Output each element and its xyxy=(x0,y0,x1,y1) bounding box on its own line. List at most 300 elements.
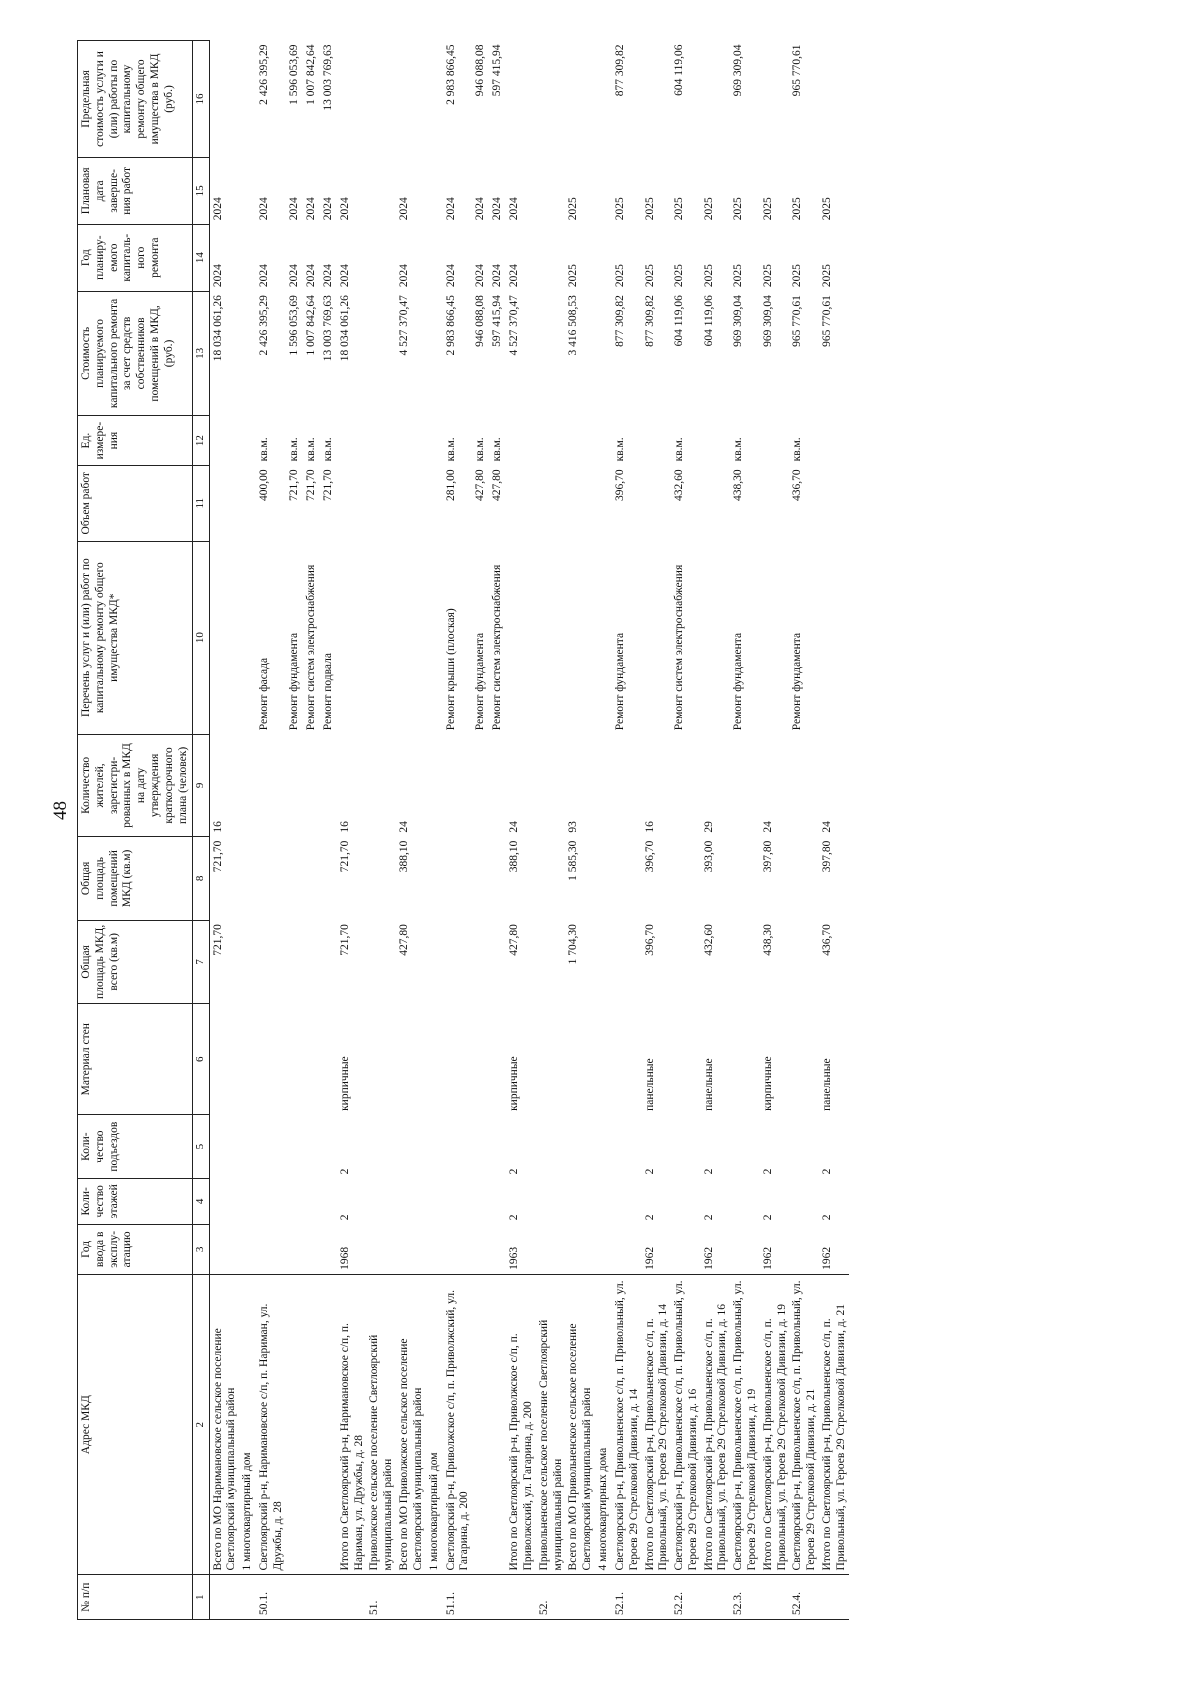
table-cell xyxy=(443,837,473,920)
table-cell xyxy=(489,1004,506,1115)
table-row xyxy=(595,41,612,1620)
table-cell: Ремонт систем электроснабжения xyxy=(673,564,686,731)
table-cell: 2 426 395,29 xyxy=(258,44,271,105)
table-cell xyxy=(256,837,286,920)
table-cell: 2024 xyxy=(258,197,271,221)
table-cell xyxy=(396,1115,426,1178)
table-cell: 877 309,82 xyxy=(643,295,656,347)
column-header: Коли-чество этажей xyxy=(78,1178,193,1224)
table-cell: 1962 xyxy=(702,1246,715,1270)
table-cell xyxy=(209,416,239,466)
table-cell xyxy=(536,734,566,836)
table-cell: 2025 xyxy=(791,264,804,288)
table-cell: 93 xyxy=(567,821,580,833)
table-cell xyxy=(239,1224,256,1274)
table-cell xyxy=(239,291,256,416)
table-cell xyxy=(303,1224,320,1274)
table-cell: 2024 xyxy=(474,264,487,288)
table-cell xyxy=(595,416,612,466)
table-cell: 2 xyxy=(338,1214,351,1221)
table-cell xyxy=(366,920,396,1003)
table-cell xyxy=(595,920,612,1003)
table-cell: 388,10 xyxy=(397,840,410,873)
table-cell: 2024 xyxy=(321,264,334,288)
table-cell xyxy=(366,41,396,158)
table-row xyxy=(819,41,849,1620)
table-cell xyxy=(209,1004,239,1115)
table-cell xyxy=(303,734,320,836)
column-number: 16 xyxy=(193,41,209,158)
table-cell xyxy=(426,1178,443,1224)
table-cell: кв.м. xyxy=(474,437,487,462)
table-cell: 2024 xyxy=(287,197,300,221)
table-cell xyxy=(239,734,256,836)
table-cell xyxy=(612,1224,642,1274)
column-header: Год ввода в эксплу-атацию xyxy=(78,1224,193,1274)
table-cell: кирпичные xyxy=(338,1056,351,1111)
table-cell xyxy=(320,837,337,920)
table-cell xyxy=(256,734,286,836)
table-cell xyxy=(789,1224,819,1274)
header-row xyxy=(78,41,193,1620)
table-cell: 965 770,61 xyxy=(821,295,834,347)
table-cell: 2024 xyxy=(491,264,504,288)
table-cell xyxy=(209,1224,239,1274)
table-cell: 388,10 xyxy=(508,840,521,873)
table-cell: кирпичные xyxy=(508,1056,521,1111)
table-cell xyxy=(286,1004,303,1115)
table-cell: 432,60 xyxy=(702,924,715,956)
table-cell xyxy=(760,416,790,466)
table-cell xyxy=(595,41,612,158)
table-cell xyxy=(239,920,256,1003)
table-cell xyxy=(489,1115,506,1178)
table-row xyxy=(320,41,337,1620)
table-cell: 2025 xyxy=(567,197,580,221)
table-cell xyxy=(612,920,642,1003)
table-cell xyxy=(286,734,303,836)
table-cell: 16 xyxy=(643,821,656,833)
table-cell: кв.м. xyxy=(287,437,300,462)
table-cell: 604 119,06 xyxy=(702,295,715,347)
table-cell: 436,70 xyxy=(821,924,834,956)
table-cell xyxy=(209,541,239,734)
table-cell: Светлоярский р-н, Привольненское с/п, п. Привольный, ул. Героев 29 Стрелковой Дивизии, д. 14 xyxy=(612,1274,642,1575)
table-cell xyxy=(366,541,396,734)
table-cell: кирпичные xyxy=(761,1056,774,1111)
table-cell xyxy=(472,734,489,836)
table-cell xyxy=(366,1115,396,1178)
column-number: 15 xyxy=(193,157,209,224)
table-cell: Ремонт фундамента xyxy=(791,632,804,731)
table-cell xyxy=(426,920,443,1003)
table-row xyxy=(642,41,672,1620)
table-cell: 721,70 xyxy=(287,469,300,502)
table-cell xyxy=(443,734,473,836)
table-cell: 597 415,94 xyxy=(491,44,504,97)
table-cell: 2025 xyxy=(673,197,686,221)
table-cell: 2024 xyxy=(508,264,521,288)
table-cell: 16 xyxy=(211,821,224,833)
table-cell: 2025 xyxy=(643,197,656,221)
rotated-page xyxy=(77,40,1117,1620)
table-cell xyxy=(506,1575,536,1620)
table-cell xyxy=(730,1004,760,1115)
table-row xyxy=(472,41,489,1620)
table-cell: 2024 xyxy=(287,264,300,288)
table-row xyxy=(286,41,303,1620)
table-cell xyxy=(612,1004,642,1115)
table-row xyxy=(337,41,367,1620)
table-cell: 13 003 769,63 xyxy=(321,44,334,111)
table-cell xyxy=(396,1178,426,1224)
table-cell xyxy=(642,541,672,734)
table-cell xyxy=(239,1115,256,1178)
table-cell xyxy=(426,41,443,158)
table-cell: 1 704,30 xyxy=(567,924,580,965)
table-cell xyxy=(789,1178,819,1224)
table-cell: 2024 xyxy=(397,197,410,221)
table-cell: 2024 xyxy=(211,197,224,221)
column-number: 14 xyxy=(193,224,209,291)
table-cell xyxy=(671,1224,701,1274)
table-cell xyxy=(489,1575,506,1620)
table-cell: Итого по Светлоярский р-н, Привольненское с/п, п. Привольный, ул. Героев 29 Стрелковой Дивизии, д. 19 xyxy=(760,1274,790,1575)
table-cell: 969 309,04 xyxy=(761,295,774,347)
column-header: Ед. измере-ния xyxy=(78,416,193,466)
table-row xyxy=(789,41,819,1620)
table-cell xyxy=(730,1178,760,1224)
table-cell: Светлоярский р-н, Привольненское с/п, п. Привольный, ул. Героев 29 Стрелковой Дивизии, д. 16 xyxy=(671,1274,701,1575)
table-cell: Ремонт систем электроснабжения xyxy=(491,564,504,731)
table-cell xyxy=(303,1004,320,1115)
table-cell xyxy=(366,1004,396,1115)
table-cell: кв.м. xyxy=(791,437,804,462)
table-cell xyxy=(320,1575,337,1620)
table-cell xyxy=(472,1575,489,1620)
table-cell xyxy=(366,291,396,416)
table-cell: Всего по МО Привольненское сельское поселение Светлоярский муниципальный район xyxy=(565,1274,595,1575)
table-cell xyxy=(320,920,337,1003)
table-cell: кв.м. xyxy=(732,437,745,462)
table-cell xyxy=(565,1224,595,1274)
table-row xyxy=(489,41,506,1620)
table-cell xyxy=(337,541,367,734)
table-cell: 51.1. xyxy=(443,1575,473,1620)
table-cell xyxy=(366,837,396,920)
table-cell: 1 многоквартирный дом xyxy=(426,1274,443,1575)
table-row xyxy=(256,41,286,1620)
table-cell: Ремонт систем электроснабжения xyxy=(304,564,317,731)
column-number: 6 xyxy=(193,1004,209,1115)
table-cell xyxy=(506,416,536,466)
table-cell: 2025 xyxy=(613,197,626,221)
table-cell: 2024 xyxy=(258,264,271,288)
table-cell: 2025 xyxy=(673,264,686,288)
table-cell xyxy=(286,1115,303,1178)
table-cell xyxy=(671,1178,701,1224)
table-cell: кв.м. xyxy=(321,437,334,462)
table-cell: 281,00 xyxy=(444,469,457,502)
table-cell: 2 xyxy=(821,1168,834,1175)
table-cell xyxy=(303,1575,320,1620)
table-cell xyxy=(286,1274,303,1575)
table-cell: 2 xyxy=(643,1168,656,1175)
table-cell xyxy=(489,1224,506,1274)
column-number: 4 xyxy=(193,1178,209,1224)
table-cell xyxy=(396,416,426,466)
table-cell: 1 596 053,69 xyxy=(287,295,300,356)
table-cell: 2025 xyxy=(613,264,626,288)
table-cell xyxy=(789,1004,819,1115)
table-cell: Светлоярский р-н, Наримановское с/п, п. Нариман, ул. Дружбы, д. 28 xyxy=(256,1274,286,1575)
table-cell: Ремонт фундамента xyxy=(474,632,487,731)
table-cell xyxy=(789,734,819,836)
table-cell xyxy=(595,734,612,836)
table-cell xyxy=(565,541,595,734)
table-cell: Итого по Светлоярский р-н, Привольненское с/п, п. Привольный, ул. Героев 29 Стрелковой Дивизии, д. 14 xyxy=(642,1274,672,1575)
table-row xyxy=(565,41,595,1620)
table-row xyxy=(303,41,320,1620)
table-cell xyxy=(239,837,256,920)
table-cell xyxy=(426,1224,443,1274)
table-cell: 2024 xyxy=(474,197,487,221)
table-cell xyxy=(366,734,396,836)
table-cell xyxy=(472,1004,489,1115)
table-cell xyxy=(239,41,256,158)
table-cell xyxy=(239,416,256,466)
table-cell xyxy=(489,920,506,1003)
table-cell xyxy=(396,1224,426,1274)
table-cell xyxy=(443,1115,473,1178)
table-cell: кв.м. xyxy=(613,437,626,462)
table-cell: 2024 xyxy=(444,197,457,221)
table-cell xyxy=(426,291,443,416)
table-cell xyxy=(819,465,849,541)
table-cell: 721,70 xyxy=(211,840,224,873)
column-header: Стоимость планируемого капитального ремонта за счет средств собственников помещений в МКД, (руб.) xyxy=(78,291,193,416)
table-cell xyxy=(337,465,367,541)
table-cell: 1 007 842,64 xyxy=(304,44,317,105)
table-cell: 2024 xyxy=(304,197,317,221)
table-cell xyxy=(595,157,612,224)
table-cell xyxy=(320,1004,337,1115)
table-cell: 604 119,06 xyxy=(673,295,686,347)
table-cell xyxy=(489,837,506,920)
column-header: № п/п xyxy=(78,1575,193,1620)
table-cell xyxy=(337,416,367,466)
table-cell: 4 527 370,47 xyxy=(508,295,521,356)
table-cell: 2025 xyxy=(732,264,745,288)
table-cell xyxy=(256,1115,286,1178)
table-cell: 51. xyxy=(366,1575,396,1620)
table-cell xyxy=(472,920,489,1003)
table-cell: 427,80 xyxy=(508,924,521,956)
table-cell: кв.м. xyxy=(444,437,457,462)
column-header: Материал стен xyxy=(78,1004,193,1115)
table-cell: 427,80 xyxy=(397,924,410,956)
table-cell: 52.4. xyxy=(789,1575,819,1620)
table-cell xyxy=(536,41,566,158)
table-cell xyxy=(789,837,819,920)
table-cell xyxy=(760,541,790,734)
column-header: Общая площадь помещений МКД (кв.м) xyxy=(78,837,193,920)
table-cell xyxy=(239,1575,256,1620)
table-cell xyxy=(320,1115,337,1178)
table-cell xyxy=(819,416,849,466)
table-cell: 2025 xyxy=(821,197,834,221)
table-cell xyxy=(366,224,396,291)
column-header: Предельная стоимость услуги и (или) работы по капитальному ремонту общего имущества в МКД (руб.) xyxy=(78,41,193,158)
table-cell xyxy=(701,1575,731,1620)
table-cell: 1968 xyxy=(338,1246,351,1270)
table-cell: Итого по Светлоярский р-н, Наримановское с/п, п. Нариман, ул. Дружбы, д. 28 xyxy=(337,1274,367,1575)
table-cell: 877 309,82 xyxy=(613,44,626,97)
table-cell xyxy=(396,1575,426,1620)
table-cell: 397,80 xyxy=(821,840,834,873)
table-cell: Ремонт крыши (плоская) xyxy=(444,608,457,731)
table-cell: 2024 xyxy=(338,264,351,288)
table-cell: 427,80 xyxy=(491,469,504,502)
table-cell xyxy=(303,837,320,920)
table-cell xyxy=(789,1115,819,1178)
table-cell: 2024 xyxy=(491,197,504,221)
table-cell xyxy=(366,157,396,224)
table-cell xyxy=(565,465,595,541)
table-cell xyxy=(760,465,790,541)
column-number: 5 xyxy=(193,1115,209,1178)
table-cell: кв.м. xyxy=(491,437,504,462)
table-cell: 2024 xyxy=(338,197,351,221)
table-cell: 2025 xyxy=(567,264,580,288)
table-body xyxy=(209,41,849,1620)
table-cell xyxy=(443,920,473,1003)
table-cell: 969 309,04 xyxy=(732,44,745,97)
table-cell: 721,70 xyxy=(211,924,224,956)
table-cell: 2024 xyxy=(304,264,317,288)
table-cell: 396,70 xyxy=(613,469,626,502)
table-cell xyxy=(565,1575,595,1620)
table-cell xyxy=(671,1004,701,1115)
table-cell: 2024 xyxy=(211,264,224,288)
table-cell: Ремонт фундамента xyxy=(613,632,626,731)
table-row xyxy=(506,41,536,1620)
table-cell xyxy=(536,920,566,1003)
table-row xyxy=(366,41,396,1620)
table-cell: Привольненское сельское поселение Светлоярский муниципальный район xyxy=(536,1274,566,1575)
table-cell: панельные xyxy=(702,1058,715,1111)
table-row xyxy=(209,41,239,1620)
column-number: 7 xyxy=(193,920,209,1003)
table-cell xyxy=(671,837,701,920)
table-cell: Светлоярский р-н, Приволжское с/п, п. Приволжский, ул. Гагарина, д. 200 xyxy=(443,1274,473,1575)
table-cell: 29 xyxy=(702,821,715,833)
table-cell: 2025 xyxy=(643,264,656,288)
table-cell: 2025 xyxy=(821,264,834,288)
table-cell xyxy=(303,1274,320,1575)
table-cell xyxy=(536,541,566,734)
table-cell: 24 xyxy=(821,821,834,833)
table-cell: кв.м. xyxy=(258,437,271,462)
table-cell: 1962 xyxy=(821,1246,834,1270)
table-cell xyxy=(472,1178,489,1224)
table-cell xyxy=(612,837,642,920)
table-cell: 2025 xyxy=(702,197,715,221)
column-header: Коли-чество подъездов xyxy=(78,1115,193,1178)
table-cell: 52.3. xyxy=(730,1575,760,1620)
table-cell xyxy=(819,541,849,734)
table-cell xyxy=(209,1575,239,1620)
table-cell xyxy=(209,465,239,541)
table-cell xyxy=(595,837,612,920)
table-cell: 2024 xyxy=(321,197,334,221)
table-cell: 13 003 769,63 xyxy=(321,295,334,362)
table-cell xyxy=(536,416,566,466)
table-cell xyxy=(426,1575,443,1620)
table-cell xyxy=(303,1115,320,1178)
table-cell: Ремонт подвала xyxy=(321,653,334,731)
table-cell: 2 426 395,29 xyxy=(258,295,271,356)
table-cell xyxy=(565,1178,595,1224)
table-cell xyxy=(396,41,426,158)
column-number: 1 xyxy=(193,1575,209,1620)
column-header: Общая площадь МКД, всего (кв.м) xyxy=(78,920,193,1003)
table-cell xyxy=(819,41,849,158)
table-cell xyxy=(565,1004,595,1115)
table-cell xyxy=(303,1178,320,1224)
table-row xyxy=(612,41,642,1620)
table-cell xyxy=(256,920,286,1003)
table-cell xyxy=(209,41,239,158)
table-cell xyxy=(730,837,760,920)
table-cell: 2 xyxy=(338,1168,351,1175)
table-cell xyxy=(303,920,320,1003)
table-cell xyxy=(337,1575,367,1620)
repair-plan-table xyxy=(77,40,849,1620)
table-cell: 2024 xyxy=(397,264,410,288)
column-number: 2 xyxy=(193,1274,209,1575)
table-cell: 52.1. xyxy=(612,1575,642,1620)
table-cell: 438,30 xyxy=(761,924,774,956)
table-cell: 3 416 508,53 xyxy=(567,295,580,356)
column-header: Объем работ xyxy=(78,465,193,541)
table-row xyxy=(536,41,566,1620)
table-cell xyxy=(443,1004,473,1115)
table-cell xyxy=(337,41,367,158)
table-cell: Ремонт фасада xyxy=(258,657,271,731)
table-cell xyxy=(671,734,701,836)
table-cell xyxy=(506,541,536,734)
table-cell xyxy=(426,157,443,224)
table-cell: 2 983 866,45 xyxy=(444,295,457,356)
table-cell: 1962 xyxy=(643,1246,656,1270)
table-cell xyxy=(239,541,256,734)
table-cell: 721,70 xyxy=(338,924,351,956)
table-cell: 969 309,04 xyxy=(732,295,745,347)
table-cell xyxy=(642,465,672,541)
table-cell: 721,70 xyxy=(321,469,334,502)
table-cell: панельные xyxy=(643,1058,656,1111)
table-cell xyxy=(256,1004,286,1115)
table-cell xyxy=(595,1575,612,1620)
table-cell xyxy=(701,465,731,541)
table-cell xyxy=(701,541,731,734)
table-row xyxy=(701,41,731,1620)
table-row xyxy=(443,41,473,1620)
table-cell xyxy=(595,1224,612,1274)
table-cell: 1963 xyxy=(508,1246,521,1270)
table-cell: Итого по Светлоярский р-н, Приволжское с/п, п. Приволжский, ул. Гагарина, д. 200 xyxy=(506,1274,536,1575)
